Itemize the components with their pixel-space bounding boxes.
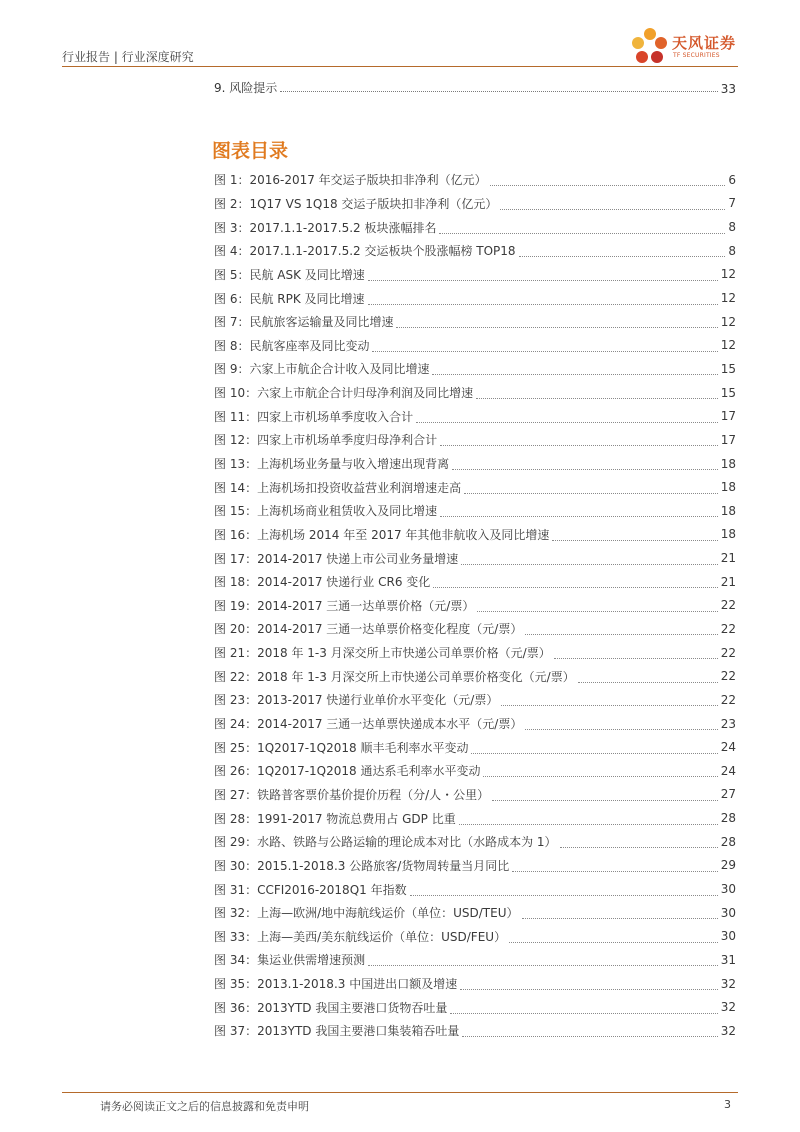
figure-label: 图 19：2014-2017 三通一达单票价格（元/票） bbox=[214, 598, 475, 613]
figure-list-item[interactable] bbox=[214, 688, 736, 712]
figure-list-item[interactable] bbox=[214, 1019, 736, 1043]
figure-page: 30 bbox=[720, 882, 736, 897]
figure-list-item[interactable] bbox=[214, 641, 736, 665]
dot-leader bbox=[439, 233, 725, 234]
dot-leader bbox=[440, 445, 718, 446]
figure-label: 图 28：1991-2017 物流总费用占 GDP 比重 bbox=[214, 811, 456, 826]
figure-list-item[interactable] bbox=[214, 333, 736, 357]
figure-list-item[interactable] bbox=[214, 759, 736, 783]
footer-disclaimer: 请务必阅读正文之后的信息披露和免责申明 bbox=[100, 1100, 309, 1113]
logo-name-en: TF SECURITIES bbox=[673, 52, 720, 59]
dot-leader bbox=[416, 422, 718, 423]
figure-page: 12 bbox=[720, 338, 736, 353]
dot-leader bbox=[501, 705, 717, 706]
figure-page: 15 bbox=[720, 361, 736, 376]
figure-label: 图 31：CCFI2016-2018Q1 年指数 bbox=[214, 882, 407, 897]
figure-page: 6 bbox=[728, 172, 736, 187]
dot-leader bbox=[459, 824, 718, 825]
figure-page: 28 bbox=[720, 811, 736, 826]
figure-label: 图 23：2013-2017 快递行业单价水平变化（元/票） bbox=[214, 693, 499, 708]
figure-page: 27 bbox=[720, 787, 736, 802]
dot-leader bbox=[500, 209, 725, 210]
figure-page: 23 bbox=[720, 716, 736, 731]
figure-list-item[interactable] bbox=[214, 239, 736, 263]
figure-list-item[interactable] bbox=[214, 925, 736, 949]
figure-page: 15 bbox=[720, 385, 736, 400]
figure-page: 22 bbox=[720, 645, 736, 660]
figure-list-item[interactable] bbox=[214, 428, 736, 452]
figure-page: 22 bbox=[720, 621, 736, 636]
dot-leader bbox=[525, 729, 717, 730]
toc-entry-risk[interactable] bbox=[214, 76, 736, 96]
figure-label: 图 11：四家上市机场单季度收入合计 bbox=[214, 409, 414, 424]
page-number: 3 bbox=[724, 1098, 731, 1111]
figure-page: 30 bbox=[720, 905, 736, 920]
figure-list-item[interactable] bbox=[214, 735, 736, 759]
figure-page: 24 bbox=[720, 763, 736, 778]
figure-label: 图 5：民航 ASK 及同比增速 bbox=[214, 267, 365, 282]
figure-list-item[interactable] bbox=[214, 664, 736, 688]
footer-divider bbox=[62, 1092, 738, 1093]
figure-page: 7 bbox=[728, 196, 736, 211]
dot-leader bbox=[368, 304, 718, 305]
flower-logo-icon bbox=[630, 26, 670, 68]
figure-page: 12 bbox=[720, 314, 736, 329]
figure-label: 图 22：2018 年 1-3 月深交所上市快递公司单票价格变化（元/票） bbox=[214, 669, 575, 684]
figure-list-item[interactable] bbox=[214, 404, 736, 428]
figure-label: 图 32：上海—欧洲/地中海航线运价（单位：USD/TEU） bbox=[214, 906, 519, 921]
figure-list-item[interactable] bbox=[214, 286, 736, 310]
figure-page: 31 bbox=[720, 952, 736, 967]
dot-leader bbox=[552, 540, 717, 541]
dot-leader bbox=[492, 800, 718, 801]
figure-list-item[interactable] bbox=[214, 594, 736, 618]
figure-page: 18 bbox=[720, 527, 736, 542]
dot-leader bbox=[490, 185, 726, 186]
figure-label: 图 27：铁路普客票价基价提价历程（分/人・公里） bbox=[214, 787, 490, 802]
dot-leader bbox=[525, 634, 717, 635]
figure-label: 图 15：上海机场商业租赁收入及同比增速 bbox=[214, 504, 438, 519]
figure-list-item[interactable] bbox=[214, 452, 736, 476]
figure-list-item[interactable] bbox=[214, 712, 736, 736]
figure-page: 29 bbox=[720, 858, 736, 873]
figure-list-item[interactable] bbox=[214, 995, 736, 1019]
figure-label: 图 17：2014-2017 快递上市公司业务量增速 bbox=[214, 551, 459, 566]
figure-label: 图 4：2017.1.1-2017.5.2 交运板块个股涨幅榜 TOP18 bbox=[214, 244, 516, 259]
figure-list-item[interactable] bbox=[214, 617, 736, 641]
dot-leader bbox=[368, 280, 718, 281]
figure-page: 17 bbox=[720, 409, 736, 424]
figure-page: 24 bbox=[720, 740, 736, 755]
figure-page: 32 bbox=[720, 1000, 736, 1015]
figure-page: 22 bbox=[720, 692, 736, 707]
dot-leader bbox=[280, 91, 717, 92]
figure-page: 21 bbox=[720, 551, 736, 566]
figure-page: 22 bbox=[720, 598, 736, 613]
figure-page: 32 bbox=[720, 1023, 736, 1038]
dot-leader bbox=[452, 469, 718, 470]
dot-leader bbox=[460, 989, 718, 990]
toc-entry-label: 9. 风险提示 bbox=[214, 81, 278, 95]
figure-label: 图 10：六家上市航企合计归母净利润及同比增速 bbox=[214, 386, 474, 401]
dot-leader bbox=[462, 1036, 717, 1037]
figure-label: 图 3：2017.1.1-2017.5.2 板块涨幅排名 bbox=[214, 220, 437, 235]
dot-leader bbox=[372, 351, 717, 352]
figure-list-item[interactable] bbox=[214, 523, 736, 547]
figure-page: 22 bbox=[720, 669, 736, 684]
dot-leader bbox=[396, 327, 717, 328]
dot-leader bbox=[554, 658, 718, 659]
dot-leader bbox=[476, 398, 718, 399]
figure-list-item[interactable] bbox=[214, 570, 736, 594]
figure-label: 图 1：2016-2017 年交运子版块扣非净利（亿元） bbox=[214, 173, 487, 188]
figure-label: 图 20：2014-2017 三通一达单票价格变化程度（元/票） bbox=[214, 622, 523, 637]
dot-leader bbox=[368, 965, 718, 966]
dot-leader bbox=[471, 753, 717, 754]
figure-page: 32 bbox=[720, 976, 736, 991]
figure-list-item[interactable] bbox=[214, 972, 736, 996]
figure-list-item[interactable] bbox=[214, 546, 736, 570]
dot-leader bbox=[432, 374, 717, 375]
figure-list-item[interactable] bbox=[214, 806, 736, 830]
dot-leader bbox=[578, 682, 718, 683]
dot-leader bbox=[433, 587, 717, 588]
figure-list-item[interactable] bbox=[214, 901, 736, 925]
figure-list-item[interactable] bbox=[214, 783, 736, 807]
dot-leader bbox=[477, 611, 717, 612]
figure-page: 17 bbox=[720, 432, 736, 447]
dot-leader bbox=[440, 516, 718, 517]
dot-leader bbox=[483, 776, 717, 777]
figure-page: 12 bbox=[720, 267, 736, 282]
figure-label: 图 18：2014-2017 快递行业 CR6 变化 bbox=[214, 575, 431, 590]
figure-label: 图 37：2013YTD 我国主要港口集装箱吞吐量 bbox=[214, 1024, 460, 1039]
figure-list-item[interactable] bbox=[214, 168, 736, 192]
figure-label: 图 6：民航 RPK 及同比增速 bbox=[214, 291, 365, 306]
dot-leader bbox=[509, 942, 718, 943]
dot-leader bbox=[410, 895, 718, 896]
figure-list-item[interactable] bbox=[214, 854, 736, 878]
figure-list-item[interactable] bbox=[214, 357, 736, 381]
figure-page: 28 bbox=[720, 834, 736, 849]
figure-page: 18 bbox=[720, 456, 736, 471]
figure-page: 12 bbox=[720, 291, 736, 306]
figure-label: 图 2：1Q17 VS 1Q18 交运子版块扣非净利（亿元） bbox=[214, 196, 498, 211]
figure-page: 18 bbox=[720, 503, 736, 518]
figure-page: 30 bbox=[720, 929, 736, 944]
figure-list-item[interactable] bbox=[214, 192, 736, 216]
figure-label: 图 29：水路、铁路与公路运输的理论成本对比（水路成本为 1） bbox=[214, 835, 557, 850]
figure-label: 图 14：上海机场扣投资收益营业利润增速走高 bbox=[214, 480, 462, 495]
figure-list-item[interactable] bbox=[214, 948, 736, 972]
figure-page: 8 bbox=[728, 243, 736, 258]
report-header: 行业报告 | 行业深度研究 bbox=[62, 50, 194, 64]
figure-list-item[interactable] bbox=[214, 381, 736, 405]
dot-leader bbox=[560, 847, 718, 848]
figure-list-item[interactable] bbox=[214, 310, 736, 334]
figure-label: 图 8：民航客座率及同比变动 bbox=[214, 338, 370, 353]
figure-page: 18 bbox=[720, 480, 736, 495]
figure-label: 图 36：2013YTD 我国主要港口货物吞吐量 bbox=[214, 1000, 448, 1015]
figure-list-item[interactable] bbox=[214, 263, 736, 287]
figure-label: 图 33：上海—美西/美东航线运价（单位：USD/FEU） bbox=[214, 929, 507, 944]
figure-label: 图 26：1Q2017-1Q2018 通达系毛利率水平变动 bbox=[214, 764, 481, 779]
figure-list-item[interactable] bbox=[214, 475, 736, 499]
dot-leader bbox=[461, 564, 717, 565]
figure-label: 图 16：上海机场 2014 年至 2017 年其他非航收入及同比增速 bbox=[214, 527, 550, 542]
logo-name-cn: 天风证券 bbox=[672, 34, 737, 52]
figure-label: 图 13：上海机场业务量与收入增速出现背离 bbox=[214, 457, 450, 471]
figure-label: 图 25：1Q2017-1Q2018 顺丰毛利率水平变动 bbox=[214, 740, 469, 755]
figure-page: 21 bbox=[720, 574, 736, 589]
figure-label: 图 21：2018 年 1-3 月深交所上市快递公司单票价格（元/票） bbox=[214, 646, 551, 661]
figure-label: 图 30：2015.1-2018.3 公路旅客/货物周转量当月同比 bbox=[214, 858, 510, 873]
figure-list-item[interactable] bbox=[214, 877, 736, 901]
figure-list-item[interactable] bbox=[214, 215, 736, 239]
dot-leader bbox=[450, 1013, 717, 1014]
figure-list-item[interactable] bbox=[214, 499, 736, 523]
dot-leader bbox=[519, 256, 726, 257]
figure-label: 图 34：集运业供需增速预测 bbox=[214, 953, 366, 968]
company-logo bbox=[630, 26, 742, 68]
figure-label: 图 24：2014-2017 三通一达单票快递成本水平（元/票） bbox=[214, 717, 523, 732]
dot-leader bbox=[522, 918, 718, 919]
figure-list bbox=[214, 168, 736, 1043]
dot-leader bbox=[512, 871, 717, 872]
figure-page: 8 bbox=[728, 220, 736, 235]
figure-label: 图 35：2013.1-2018.3 中国进出口额及增速 bbox=[214, 977, 458, 992]
header-divider bbox=[62, 66, 738, 67]
toc-entry-page: 33 bbox=[720, 82, 736, 96]
figure-label: 图 7：民航旅客运输量及同比增速 bbox=[214, 315, 394, 330]
figure-list-item[interactable] bbox=[214, 830, 736, 854]
figures-section-title: 图表目录 bbox=[212, 140, 289, 162]
figure-label: 图 9：六家上市航企合计收入及同比增速 bbox=[214, 362, 430, 377]
dot-leader bbox=[464, 493, 718, 494]
figure-label: 图 12：四家上市机场单季度归母净利合计 bbox=[214, 433, 438, 448]
